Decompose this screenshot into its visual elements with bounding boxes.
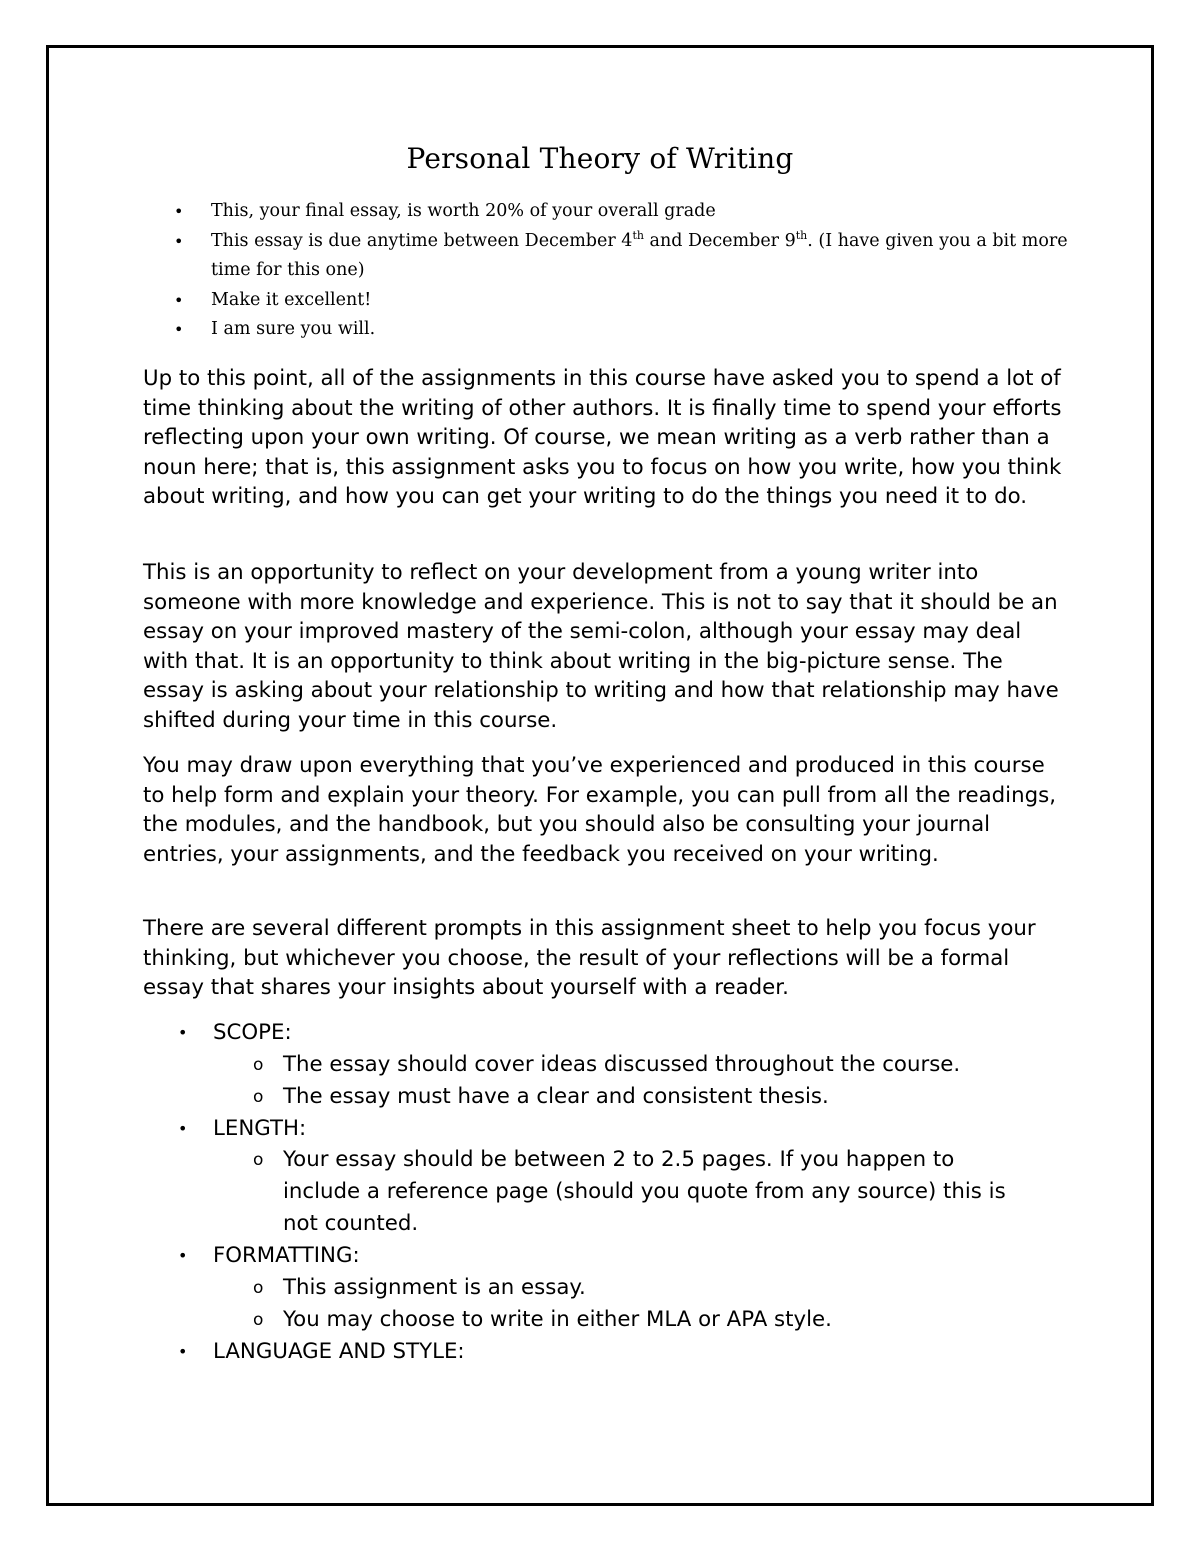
requirement-heading: SCOPE:	[213, 1020, 292, 1045]
due-date-text-part: This essay is due anytime between December 4	[211, 230, 633, 251]
bullet-icon: •	[178, 1023, 188, 1042]
bullet-icon: •	[174, 202, 184, 221]
requirement-sub-item	[213, 1304, 1078, 1336]
requirement-sub-text: Your essay should be between 2 to 2.5 pages. If you happen to include a reference page (should you quote from any source) this is not counted.	[283, 1147, 1006, 1236]
requirement-sub-list	[213, 1144, 1078, 1240]
requirement-sub-item	[213, 1144, 1078, 1240]
requirement-sub-list	[213, 1049, 1078, 1113]
bullet-icon: •	[178, 1118, 188, 1138]
document-title: Personal Theory of Writing	[406, 142, 794, 175]
bullet-icon: •	[178, 1341, 188, 1361]
requirement-sub-item	[213, 1081, 1078, 1113]
requirement-heading: LANGUAGE AND STYLE:	[213, 1338, 465, 1364]
intro-bullet-list	[174, 197, 1074, 345]
requirement-sub-list	[213, 1272, 1078, 1336]
requirement-sub-text: This assignment is an essay.	[283, 1274, 586, 1300]
sub-bullet-icon: o	[253, 1054, 264, 1075]
requirement-sub-text: The essay should cover ideas discussed throughout the course.	[283, 1051, 961, 1077]
requirement-sub-text: You may choose to write in either MLA or APA style.	[283, 1306, 832, 1332]
requirement-heading: FORMATTING:	[213, 1243, 360, 1268]
requirements-list	[178, 1017, 1078, 1367]
body-paragraph: Up to this point, all of the assignments in this course have asked you to spend a lot of time thinking about the writing of other authors. It is finally time to spend your efforts reflecting upon your own writing. Of course, we mean writing as a verb rather than a noun here; that is, this assignment asks you to focus on how you write, how you think about writing, and how you can get your writing to do the things you need it to do.	[143, 366, 1062, 510]
requirement-heading: LENGTH:	[213, 1115, 307, 1141]
intro-bullet-item	[174, 315, 1074, 345]
requirement-item-language-and-style	[178, 1336, 1078, 1368]
body-paragraph: You may draw upon everything that you’ve experienced and produced in this course to help form and explain your theory. For example, you can pull from all the readings, the modules, and the handbook, but you should also be consulting your journal entries, your assignments, and the feedback you received on your writing.	[143, 753, 1056, 867]
requirement-sub-text: The essay must have a clear and consistent thesis.	[283, 1083, 829, 1109]
intro-bullet-text: This, your final essay, is worth 20% of your overall grade	[211, 201, 716, 221]
requirement-sub-item	[213, 1049, 1078, 1081]
sub-bullet-icon: o	[253, 1309, 264, 1330]
due-date-text-part: and December 9	[643, 230, 796, 251]
due-date-text-part: . (I have given you a bit more time for this one)	[211, 230, 1068, 280]
sub-bullet-icon: o	[253, 1277, 264, 1298]
bullet-icon: •	[174, 290, 184, 310]
requirement-item-formatting	[178, 1240, 1078, 1336]
bullet-icon: •	[174, 320, 184, 339]
intro-bullet-item	[174, 286, 1074, 316]
requirement-sub-item	[213, 1272, 1078, 1304]
body-paragraph: This is an opportunity to reflect on your development from a young writer into someone with more knowledge and experience. This is not to say that it should be an essay on your improved mastery of the semi-colon, although your essay may deal with that. It is an opportunity to think about writing in the big-picture sense. The essay is asking about your relationship to writing and how that relationship may have shifted during your time in this course.	[143, 560, 1059, 733]
ordinal-suffix: th	[795, 228, 808, 242]
intro-bullet-text: Make it excellent!	[211, 289, 372, 310]
intro-bullet-item	[174, 227, 1074, 286]
intro-bullet-text	[211, 228, 1068, 281]
requirement-item-length	[178, 1113, 1078, 1241]
bullet-icon: •	[178, 1246, 188, 1265]
intro-bullet-text: I am sure you will.	[211, 319, 376, 339]
ordinal-suffix: th	[632, 228, 644, 242]
requirement-item-scope	[178, 1017, 1078, 1113]
sub-bullet-icon: o	[253, 1086, 264, 1107]
intro-bullet-item	[174, 197, 1074, 227]
body-paragraph: There are several different prompts in this assignment sheet to help you focus your thinking, but whichever you choose, the result of your reflections will be a formal essay that shares your insights about yourself with a reader.	[143, 916, 1036, 1001]
sub-bullet-icon: o	[253, 1150, 264, 1170]
bullet-icon: •	[174, 231, 184, 251]
